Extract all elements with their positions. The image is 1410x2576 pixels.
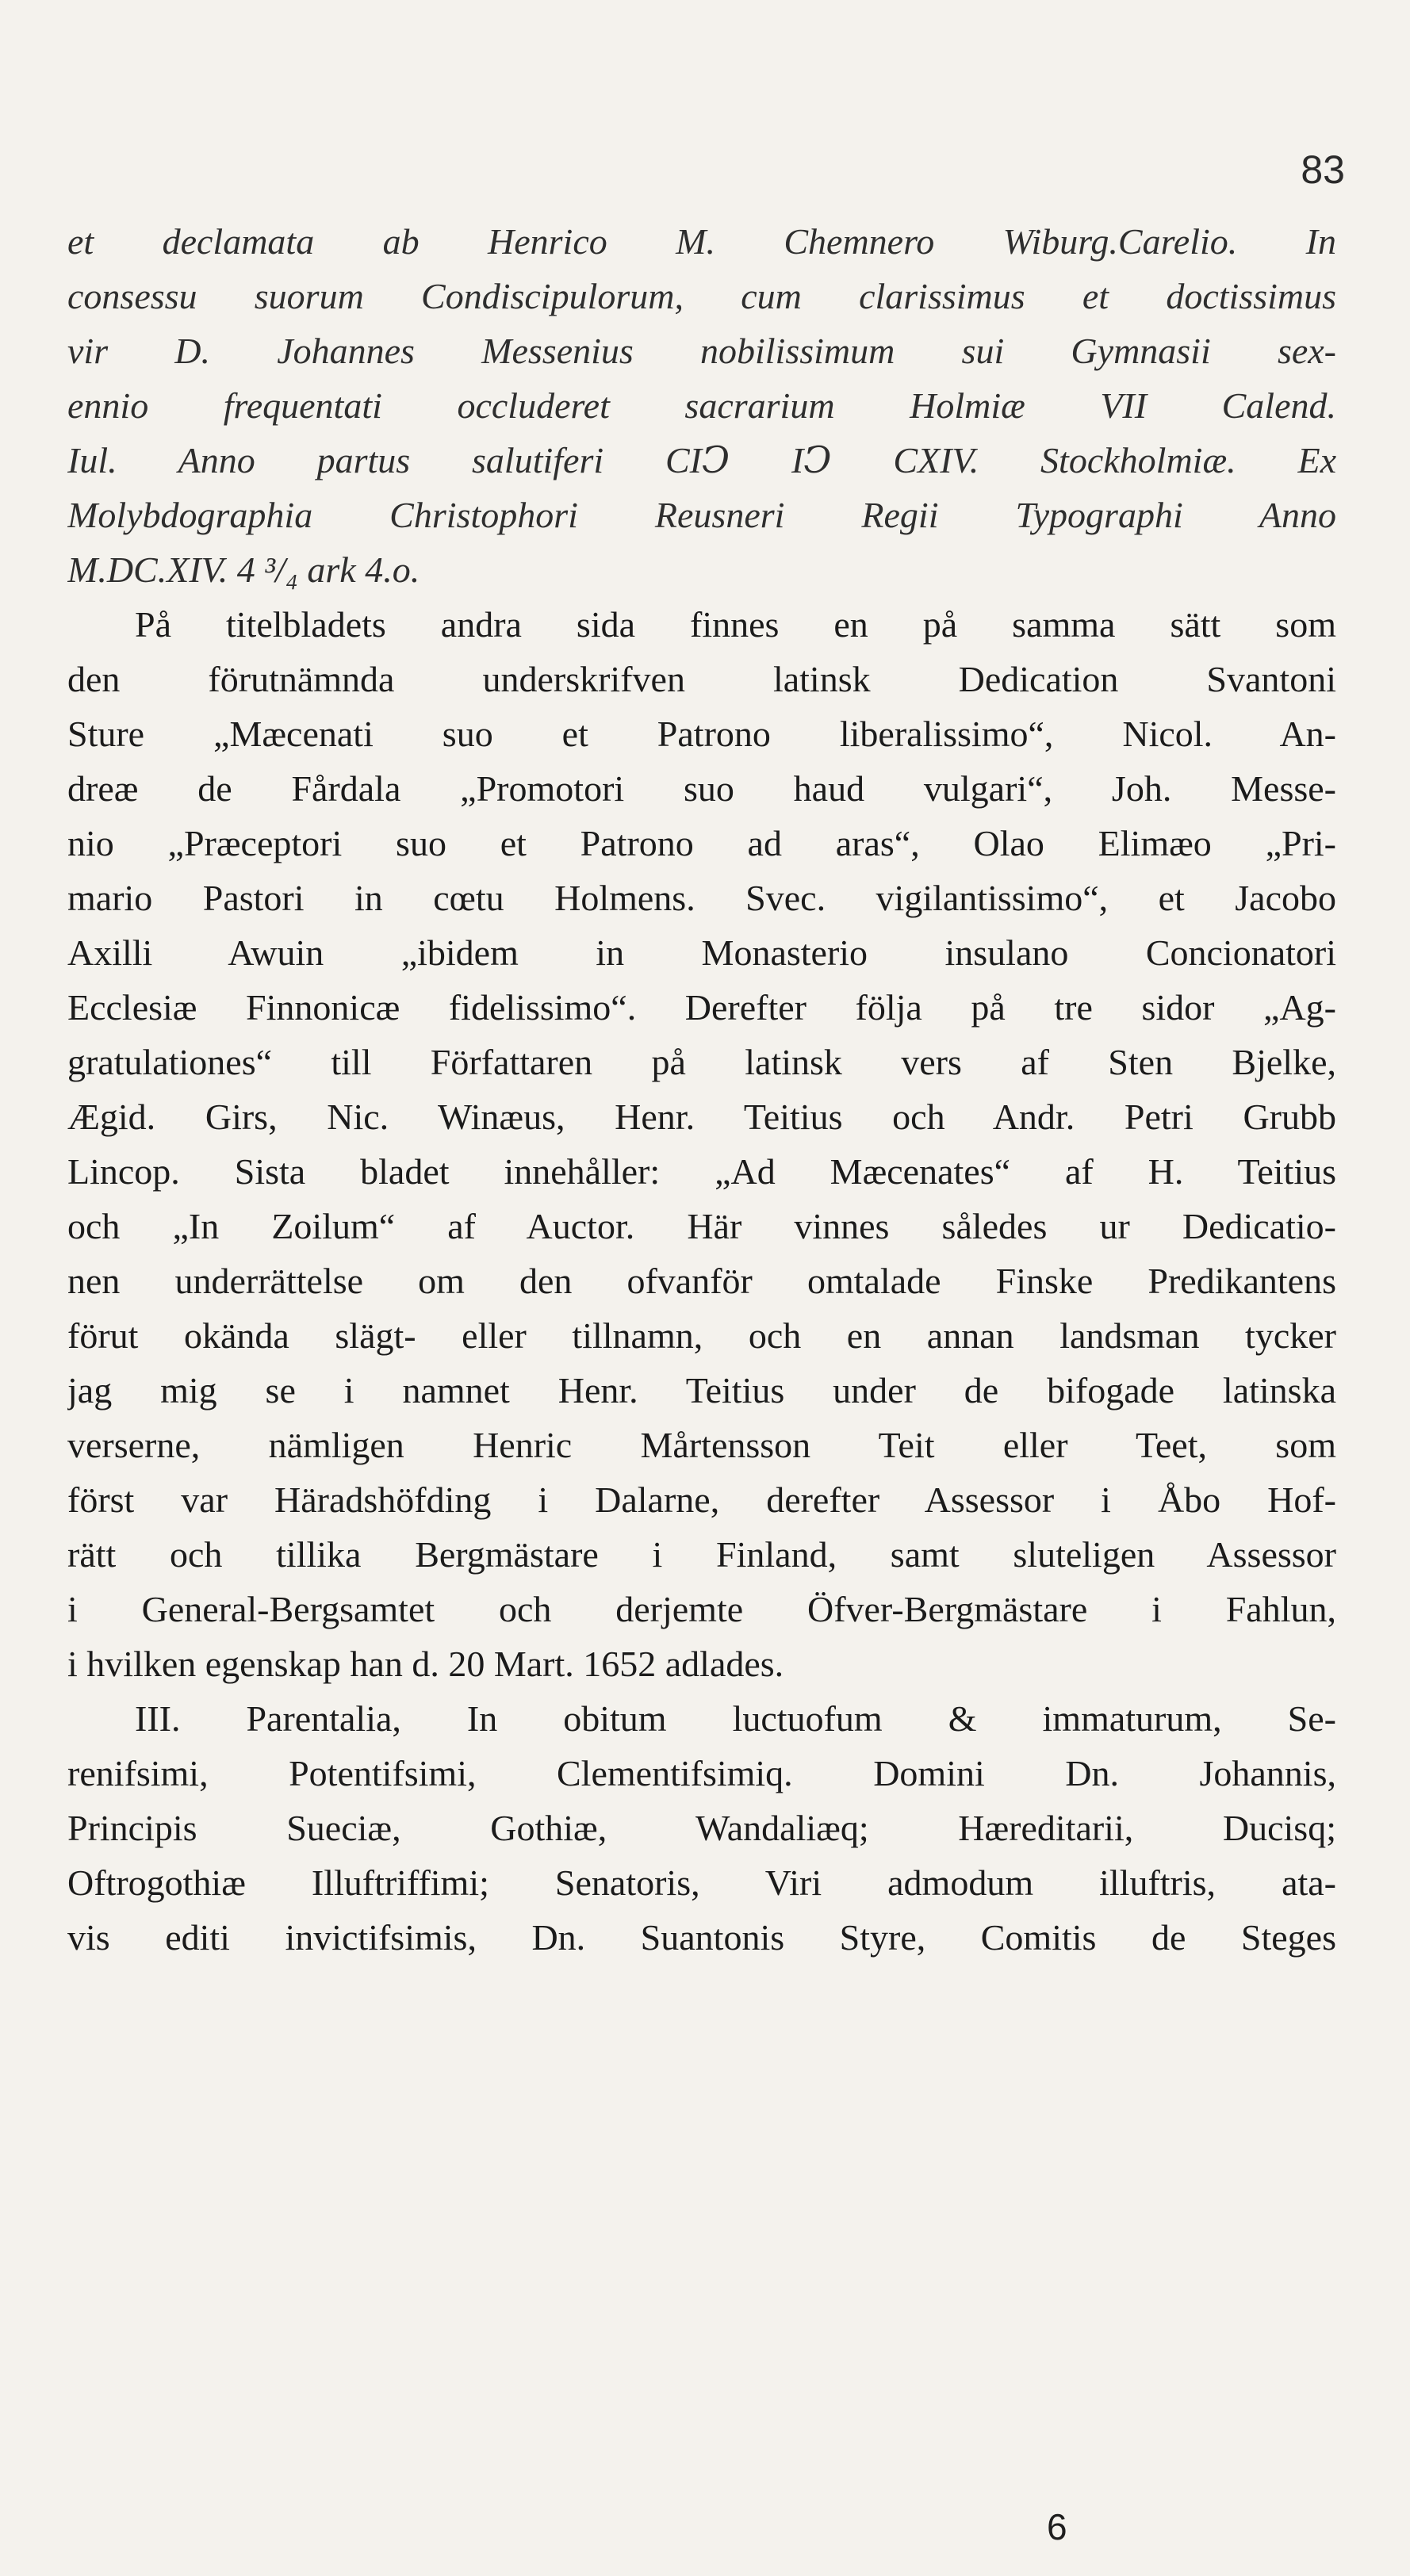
text-line: i General-Bergsamtet och derjemte Öfver-Bergmästare i Fahlun, xyxy=(67,1589,1336,1629)
text-line: nen underrättelse om den ofvanför omtalade Finske Predikantens xyxy=(67,1261,1336,1301)
text-line: Ægid. Girs, Nic. Winæus, Henr. Teitius och Andr. Petri Grubb xyxy=(67,1097,1336,1137)
text-line: III. Parentalia, In obitum luctuofum & immaturum, Se- xyxy=(135,1698,1336,1739)
text-line: Oftrogothiæ Illuftriffimi; Senatoris, Viri admodum illuftris, ata- xyxy=(67,1862,1336,1903)
text-line: renifsimi, Potentifsimi, Clementifsimiq. Domini Dn. Johannis, xyxy=(67,1753,1336,1793)
text-line: Principis Sueciæ, Gothiæ, Wandaliæq; Hæreditarii, Ducisq; xyxy=(67,1808,1336,1848)
text-line: verserne, nämligen Henric Mårtensson Teit eller Teet, som xyxy=(67,1425,1336,1465)
text-line: M.DC.XIV. 4 ³/₄ ark 4.o. xyxy=(67,549,420,590)
text-line: rätt och tillika Bergmästare i Finland, samt sluteligen Assessor xyxy=(67,1534,1336,1575)
text-line: gratulationes“ till Författaren på latinsk vers af Sten Bjelke, xyxy=(67,1042,1336,1082)
page-number: 83 xyxy=(1301,147,1345,192)
text-line: ennio frequentati occluderet sacrarium Holmiæ VII Calend. xyxy=(67,385,1336,426)
text-line: Sture „Mæcenati suo et Patrono liberalissimo“, Nicol. An- xyxy=(67,714,1336,754)
text-line: först var Häradshöfding i Dalarne, derefter Assessor i Åbo Hof- xyxy=(67,1479,1336,1520)
body-text xyxy=(67,214,1336,1965)
text-line: nio „Præceptori suo et Patrono ad aras“, Olao Elimæo „Pri- xyxy=(67,823,1336,863)
text-line: På titelbladets andra sida finnes en på samma sätt som xyxy=(135,604,1336,645)
text-line: consessu suorum Condiscipulorum, cum clarissimus et doctissimus xyxy=(67,276,1336,316)
text-line: och „In Zoilum“ af Auctor. Här vinnes således ur Dedicatio- xyxy=(67,1206,1336,1246)
text-line: förut okända slägt- eller tillnamn, och en annan landsman tycker xyxy=(67,1315,1336,1356)
signature-mark: 6 xyxy=(1047,2506,1067,2547)
text-line: Lincop. Sista bladet innehåller: „Ad Mæcenates“ af H. Teitius xyxy=(67,1151,1336,1192)
text-line: vis editi invictifsimis, Dn. Suantonis Styre, Comitis de Steges xyxy=(67,1917,1336,1958)
text-line: den förutnämnda underskrifven latinsk Dedication Svantoni xyxy=(67,659,1336,699)
text-line: mario Pastori in cœtu Holmens. Svec. vigilantissimo“, et Jacobo xyxy=(67,878,1336,918)
text-line: Axilli Awuin „ibidem in Monasterio insulano Concionatori xyxy=(67,932,1336,973)
text-line: dreæ de Fårdala „Promotori suo haud vulgari“, Joh. Messe- xyxy=(67,768,1336,809)
text-line: et declamata ab Henrico M. Chemnero Wiburg.Carelio. In xyxy=(67,221,1336,262)
text-line: Ecclesiæ Finnonicæ fidelissimo“. Derefter följa på tre sidor „Ag- xyxy=(67,987,1336,1028)
text-line: i hvilken egenskap han d. 20 Mart. 1652 adlades. xyxy=(67,1644,784,1684)
text-line: Iul. Anno partus salutiferi CIↃ IↃ CXIV. Stockholmiæ. Ex xyxy=(67,440,1336,480)
text-line: vir D. Johannes Messenius nobilissimum sui Gymnasii sex- xyxy=(67,331,1336,371)
text-line: Molybdographia Christophori Reusneri Regii Typographi Anno xyxy=(67,495,1336,535)
text-line: jag mig se i namnet Henr. Teitius under de bifogade latinska xyxy=(67,1370,1336,1410)
